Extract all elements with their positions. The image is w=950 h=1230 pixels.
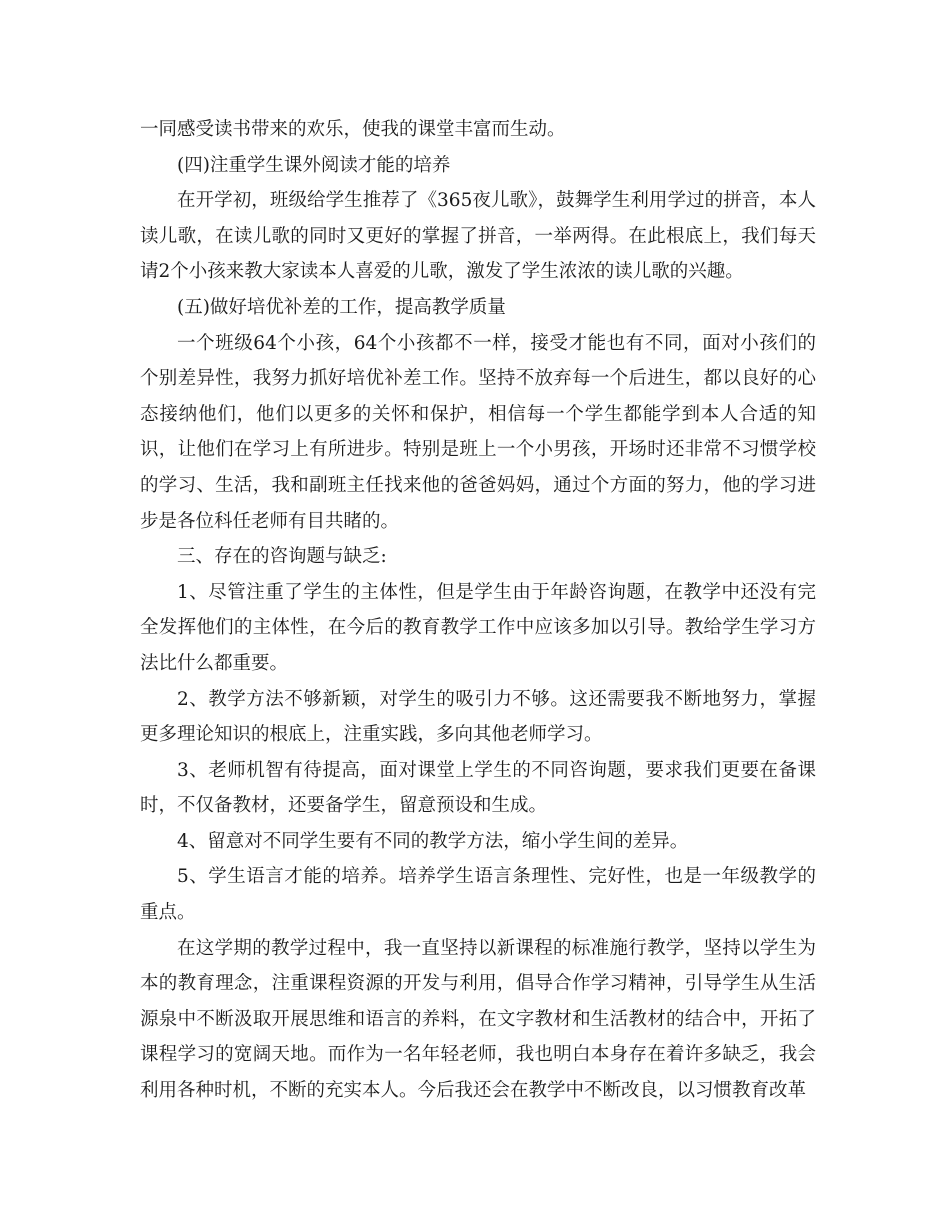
list-item: 2、教学方法不够新颖，对学生的吸引力不够。这还需要我不断地努力，掌握更多理论知识的根底上，注重实践，多向其他老师学习。 (140, 688, 816, 746)
list-item: 3、老师机智有待提高，面对课堂上学生的不同咨询题，要求我们更要在备课时，不仅备教材，还要备学生，留意预设和生成。 (140, 759, 816, 817)
list-item: 1、尽管注重了学生的主体性，但是学生由于年龄咨询题，在教学中还没有完全发挥他们的主体性，在今后的教育教学工作中应该多加以引导。教给学生学习方法比什么都重要。 (140, 581, 816, 674)
paragraph: 在开学初，班级给学生推荐了《365夜儿歌》，鼓舞学生利用学过的拼音，本人读儿歌，在读儿歌的同时又更好的掌握了拼音，一举两得。在此根底上，我们每天请2个小孩来教大家读本人喜爱的儿歌，激发了学生浓浓的读儿歌的兴趣。 (140, 190, 816, 283)
section-heading: 三、存在的咨询题与缺乏: (177, 546, 387, 568)
paragraph: 一个班级64个小孩，64个小孩都不一样，接受才能也有不同，面对小孩们的个别差异性，我努力抓好培优补差工作。坚持不放弃每一个后进生，都以良好的心态接纳他们，他们以更多的关怀和保护，相信每一个学生都能学到本人合适的知识，让他们在学习上有所进步。特别是班上一个小男孩，开场时还非常不习惯学校的学习、生活，我和副班主任找来他的爸爸妈妈，通过个方面的努力，他的学习进步是各位科任老师有目共睹的。 (140, 332, 816, 532)
section-heading: (五)做好培优补差的工作，提高教学质量 (177, 296, 506, 318)
list-item: 5、学生语言才能的培养。培养学生语言条理性、完好性，也是一年级教学的重点。 (140, 866, 816, 924)
paragraph: 一同感受读书带来的欢乐，使我的课堂丰富而生动。 (140, 119, 566, 140)
section-heading: (四)注重学生课外阅读才能的培养 (177, 154, 451, 176)
paragraph: 在这学期的教学过程中，我一直坚持以新课程的标准施行教学，坚持以学生为本的教育理念，注重课程资源的开发与利用，倡导合作学习精神，引导学生从生活源泉中不断汲取开展思维和语言的养料，在文字教材和生活教材的结合中，开拓了课程学习的宽阔天地。而作为一名年轻老师，我也明白本身存在着许多缺乏，我会利用各种时机，不断的充实本人。今后我还会在教学中不断改良，以习惯教育改革 (140, 937, 816, 1102)
document-body (140, 112, 816, 1109)
list-item: 4、留意对不同学生要有不同的教学方法，缩小学生间的差异。 (177, 830, 689, 852)
